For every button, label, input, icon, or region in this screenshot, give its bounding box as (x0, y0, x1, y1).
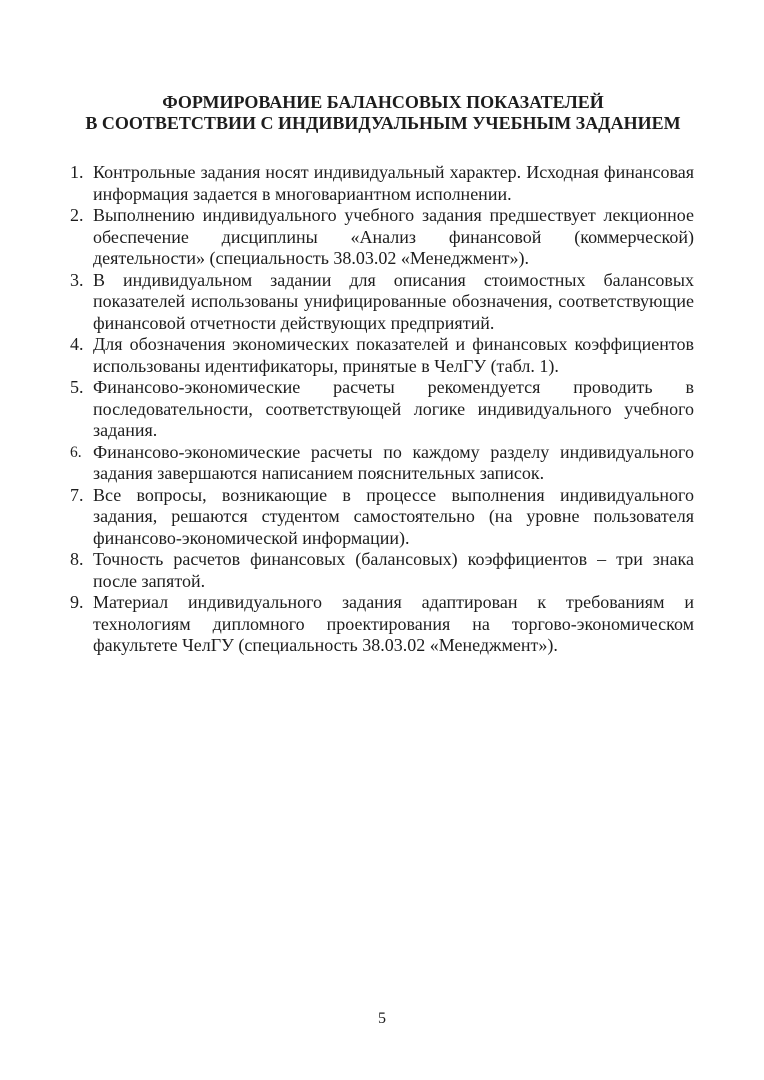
list-item-number: 2. (70, 205, 84, 225)
document-title (70, 0, 696, 133)
list-item (70, 442, 694, 485)
list-item-text: Материал индивидуального задания адаптирован к требованиям и технологиям дипломного проектирования на торгово-экономическом факультете ЧелГУ (специальность 38.03.02 «Менеджмент»). (93, 592, 694, 655)
list-item-text: Выполнению индивидуального учебного задания предшествует лекционное обеспечение дисциплины «Анализ финансовой (коммерческой) деятельности» (специальность 38.03.02 «Менеджмент»). (93, 205, 694, 268)
list-item-number: 7. (70, 484, 84, 505)
list-item-number: 6. (70, 443, 82, 461)
list-item-text: Контрольные задания носят индивидуальный характер. Исходная финансовая информация задается в многовариантном исполнении. (93, 162, 694, 204)
list-item (70, 162, 694, 205)
list-item (70, 549, 694, 592)
list-item (70, 485, 694, 550)
list-item-number: 3. (70, 269, 84, 290)
title-line-2: В СООТВЕТСТВИИ С ИНДИВИДУАЛЬНЫМ УЧЕБНЫМ ЗАДАНИЕМ (85, 112, 681, 133)
page-number: 5 (378, 1010, 386, 1027)
title-line-1: ФОРМИРОВАНИЕ БАЛАНСОВЫХ ПОКАЗАТЕЛЕЙ (162, 92, 604, 112)
list-item-text: В индивидуальном задании для описания стоимостных балансовых показателей использованы унифицированные обозначения, соответствующие финансовой отчетности действующих предприятий. (93, 269, 694, 333)
list-item-text: Финансово-экономические расчеты по каждому разделу индивидуального задания завершаются написанием пояснительных записок. (93, 441, 694, 483)
list-item-text: Все вопросы, возникающие в процессе выполнения индивидуального задания, решаются студентом самостоятельно (на уровне пользователя финансово-экономической информации). (93, 484, 694, 548)
list-item-number: 8. (70, 549, 84, 569)
list-item-number: 5. (70, 377, 84, 397)
list-item-text: Точность расчетов финансовых (балансовых) коэффициентов – три знака после запятой. (93, 549, 694, 591)
list-item-text: Для обозначения экономических показателей и финансовых коэффициентов использованы идентификаторы, принятые в ЧелГУ (табл. 1). (93, 334, 694, 376)
list-item-number: 9. (70, 592, 84, 612)
list-item (70, 334, 694, 377)
numbered-list (70, 162, 694, 657)
list-item-number: 1. (70, 162, 84, 182)
list-item (70, 270, 694, 335)
list-item (70, 592, 694, 657)
list-item (70, 205, 694, 270)
list-item-text: Финансово-экономические расчеты рекомендуется проводить в последовательности, соответствующей логике индивидуального учебного задания. (93, 377, 694, 440)
list-item (70, 377, 694, 442)
list-item-number: 4. (70, 334, 84, 354)
